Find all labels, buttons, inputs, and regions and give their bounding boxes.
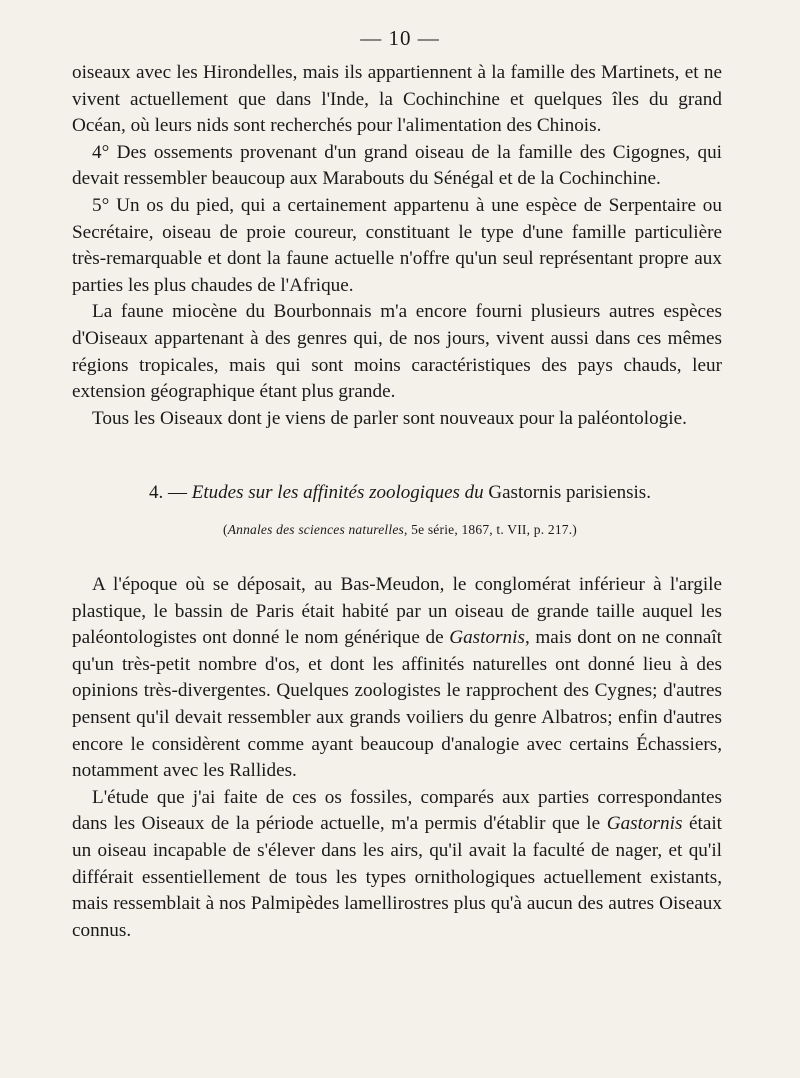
paragraph-new-birds: Tous les Oiseaux dont je viens de parler sont nouveaux pour la paléontologie.	[92, 407, 687, 429]
citation-details: , 5e série, 1867, t. VII, p. 217.)	[403, 522, 578, 537]
text-run: A l'époque où se déposait, au Bas-Meudon, le conglomérat inférieur à l'argile plastique, le bassin de Paris était habité par un oiseau de grande taille auquel les paléontologistes ont donné le nom générique de	[72, 574, 722, 649]
genus-name: Gastornis	[449, 627, 525, 649]
section-number: 4.	[149, 482, 164, 503]
paragraph-continued: oiseaux avec les Hirondelles, mais ils appartiennent à la famille des Martinets, et ne vivent actuellement que dans l'Inde, la Cochinchine et quelques îles du grand Océan, où leurs nids sont recherchés pour l'alimentation des Chinois.	[72, 62, 722, 137]
genus-name: Gastornis	[606, 813, 683, 835]
section-dash: —	[168, 482, 188, 503]
text-block-gastornis	[72, 572, 722, 944]
section-citation	[0, 522, 800, 538]
section-heading	[0, 482, 800, 504]
paragraph-item-5: 5° Un os du pied, qui a certainement appartenu à une espèce de Serpentaire ou Secrétaire, oiseau de proie coureur, constituant le type d'une famille particulière très-remarquable et dont la faune actuelle n'offre qu'un seul représentant propre aux parties les plus chaudes de l'Afrique.	[72, 194, 722, 296]
text-run: L'étude que j'ai faite de ces os fossiles, comparés aux parties correspondantes dans les Oiseaux de la période actuelle, m'a permis d'établir que le	[72, 786, 722, 835]
text-block-top	[72, 60, 722, 432]
text-run: , mais dont on ne connaît qu'un très-petit nombre d'os, et dont les affinités naturelles ont donné lieu à des opinions très-divergentes. Quelques zoologistes le rapprochent des Cygnes; d'autres pensent qu'il devait ressembler aux grands voiliers du genre Albatros; enfin d'autres encore le considèrent comme ayant beaucoup d'analogie avec certains Échassiers, notamment avec les Rallides.	[72, 627, 723, 782]
text-run: était un oiseau incapable de s'élever dans les airs, qu'il avait la faculté de nager, et qu'il différait essentiellement de tous les types ornithologiques actuellement existants, mais ressemblait à nos Palmipèdes lamellirostres plus qu'à aucun des autres Oiseaux connus.	[72, 813, 723, 941]
paragraph-gastornis-study	[72, 785, 722, 945]
section-title-species: Gastornis parisiensis.	[488, 482, 651, 503]
citation-open: (	[222, 522, 228, 537]
section-title-italic: Etudes sur les affinités zoologiques du	[191, 482, 484, 503]
paragraph-gastornis-intro	[72, 572, 722, 785]
paragraph-item-4: 4° Des ossements provenant d'un grand oiseau de la famille des Cigognes, qui devait ressembler beaucoup aux Marabouts du Sénégal et de la Cochinchine.	[72, 141, 722, 190]
page-number: — 10 —	[360, 26, 440, 50]
paragraph-miocene-fauna: La faune miocène du Bourbonnais m'a encore fourni plusieurs autres espèces d'Oiseaux appartenant à des genres qui, de nos jours, vivent aussi dans ces mêmes régions tropicales, mais qui sont moins caractéristiques des pays chauds, leur extension géographique étant plus grande.	[72, 301, 722, 403]
citation-source: Annales des sciences naturelles	[227, 522, 404, 537]
